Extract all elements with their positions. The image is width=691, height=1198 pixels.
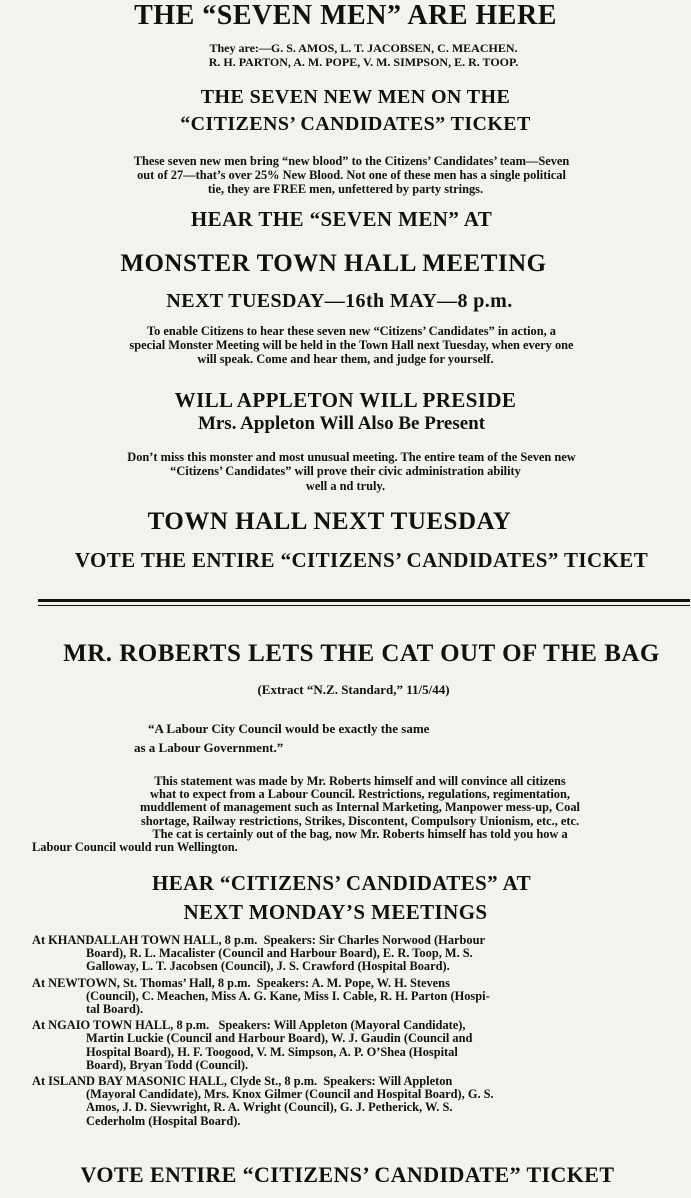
ad1-hear-heading: HEAR THE “SEVEN MEN” AT [190, 207, 493, 231]
ad1-names-line1: They are:—G. S. AMOS, L. T. JACOBSEN, C. MEACHEN. [209, 41, 518, 55]
ad2-para-line: shortage, Railway restrictions, Strikes, Discontent, Compulsory Unionism, etc., etc. [140, 813, 580, 828]
ad2-hear-line1: HEAR “CITIZENS’ CANDIDATES” AT [152, 871, 531, 895]
meeting-speakers-cont: Board), R. L. Macalister (Council and Harbour Board), E. R. Toop, M. S. [86, 946, 473, 961]
ad1-para1-line2: out of 27—that’s over 25% New Blood. Not one of these men has a single political [137, 168, 566, 182]
ad1-para2-line2: special Monster Meeting will be held in the Town Hall next Tuesday, when every one [129, 338, 574, 352]
ad2-para-line: This statement was made by Mr. Roberts himself and will convince all citizens [154, 774, 566, 788]
meeting-speakers-cont: Martin Luckie (Council and Harbour Board), W. J. Gaudin (Council and [86, 1031, 473, 1046]
ad2-paragraph [32, 775, 688, 854]
meeting-speakers-cont: Board), Bryan Todd (Council). [86, 1057, 249, 1072]
section-divider-thin [38, 605, 690, 606]
ad1-para1-line1: These seven new men bring “new blood” to the Citizens’ Candidates’ team—Seven [133, 154, 570, 168]
ad2-para-line: what to expect from a Labour Council. Restrictions, regulations, regimentation, [150, 787, 570, 802]
meeting-speakers-cont: tal Board). [86, 1002, 144, 1017]
meeting-speakers-cont: (Mayoral Candidate), Mrs. Knox Gilmer (Council and Hospital Board), G. S. [86, 1087, 494, 1102]
meeting-venue: At NEWTOWN, St. Thomas’ Hall, 8 p.m. [32, 975, 251, 990]
ad1-meeting-heading: MONSTER TOWN HALL MEETING [120, 250, 547, 277]
meeting-item [32, 934, 688, 974]
ad1-vote-heading: VOTE THE ENTIRE “CITIZENS’ CANDIDATES” TICKET [74, 548, 649, 572]
ad2-quote-line1: “A Labour City Council would be exactly the same [148, 721, 430, 736]
ad1-names-line2: R. H. PARTON, A. M. POPE, V. M. SIMPSON, E. R. TOOP. [208, 55, 519, 69]
meeting-speakers-cont: Cederholm (Hospital Board). [86, 1113, 241, 1128]
ad1-subhead-line1: THE SEVEN NEW MEN ON THE [200, 86, 511, 108]
meeting-item [32, 1019, 688, 1072]
ad2-extract: (Extract “N.Z. Standard,” 11/5/44) [257, 682, 450, 697]
meeting-venue: At NGAIO TOWN HALL, 8 p.m. [32, 1018, 210, 1033]
meeting-speakers-cont: Galloway, L. T. Jacobsen (Council), J. S. Crawford (Hospital Board). [86, 959, 450, 974]
ad1-para2-line1: To enable Citizens to hear these seven new “Citizens’ Candidates” in action, a [147, 324, 556, 338]
ad1-subhead-line2: “CITIZENS’ CANDIDATES” TICKET [180, 113, 531, 135]
ad1-title: THE “SEVEN MEN” ARE HERE [134, 0, 557, 31]
ad2-para-line: muddlement of management such as Internal Marketing, Manpower mess-up, Coal [140, 800, 580, 815]
ad1-mrs-heading: Mrs. Appleton Will Also Be Present [197, 413, 486, 434]
ad1-para3-line1: Don’t miss this monster and most unusual meeting. The entire team of the Seven new [127, 450, 576, 464]
meeting-speakers: Speakers: Sir Charles Norwood (Harbour [263, 933, 485, 947]
section-divider-thick [38, 599, 690, 602]
ad1-para1-line3: tie, they are FREE men, unfettered by party strings. [207, 182, 484, 196]
meeting-speakers: Speakers: Will Appleton [323, 1074, 453, 1089]
ad2-vote-heading: VOTE ENTIRE “CITIZENS’ CANDIDATE” TICKET [80, 1162, 615, 1187]
ad1-para3-line2: “Citizens’ Candidates” will prove their civic administration ability [170, 464, 521, 478]
meeting-speakers-cont: Hospital Board), H. F. Toogood, V. M. Simpson, A. P. O’Shea (Hospital [86, 1044, 458, 1059]
ad2-title: MR. ROBERTS LETS THE CAT OUT OF THE BAG [63, 640, 660, 667]
ad2-quote-line2: as a Labour Government.” [134, 740, 284, 755]
meeting-speakers-cont: Amos, J. D. Sievwright, R. A. Wright (Council), G. J. Petherick, W. S. [86, 1100, 453, 1115]
ad2-para-line: Labour Council would run Wellington. [32, 840, 238, 855]
ad1-townhall-heading: TOWN HALL NEXT TUESDAY [147, 508, 512, 535]
meeting-speakers-cont: (Council), C. Meachen, Miss A. G. Kane, Miss I. Cable, R. H. Parton (Hospi- [86, 988, 490, 1003]
meeting-venue: At ISLAND BAY MASONIC HALL, Clyde St., 8 p.m. [32, 1074, 318, 1089]
ad1-para2-line3: will speak. Come and hear them, and judge for yourself. [197, 352, 494, 366]
ad1-para3-line3: well a nd truly. [305, 479, 386, 493]
ad1-date-heading: NEXT TUESDAY—16th MAY—8 p.m. [166, 290, 513, 312]
ad1-preside-heading: WILL APPLETON WILL PRESIDE [174, 388, 517, 412]
meetings-list [32, 934, 688, 1128]
meeting-item [32, 1075, 688, 1128]
meeting-item [32, 977, 688, 1017]
meeting-venue: At KHANDALLAH TOWN HALL, 8 p.m. [32, 933, 258, 947]
meeting-speakers: Speakers: A. M. Pope, W. H. Stevens [256, 975, 450, 990]
ad2-hear-line2: NEXT MONDAY’S MEETINGS [183, 900, 488, 924]
ad2-para-line: The cat is certainly out of the bag, now Mr. Roberts himself has told you how a [152, 826, 568, 841]
meeting-speakers: Speakers: Will Appleton (Mayoral Candidate), [218, 1018, 466, 1033]
